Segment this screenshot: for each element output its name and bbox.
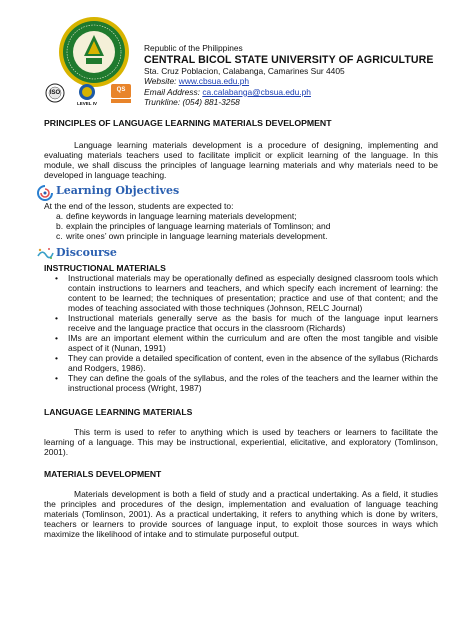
bullet-icon: • bbox=[55, 313, 58, 323]
list-item-text: IMs are an important element within the curriculum and are often the most tangible and visible aspect of it (Nunan, 1991) bbox=[68, 333, 438, 353]
list-item-text: They can define the goals of the syllabus, and the roles of the teachers and the learner within the instructional process (Wright, 1987) bbox=[68, 373, 438, 393]
trunkline-line bbox=[144, 97, 464, 108]
letterhead bbox=[144, 43, 464, 108]
materials-development-paragraph: Materials development is both a field of study and a practical undertaking. As a field, it studies the principles and procedures of the design, implementation and evaluation of language teaching materials (Tomlinson, 2001). As a practical undertaking, it refers to anything which is done by writers, teachers or learners to provide sources of language input, to exploit those sources in ways which maximize the likelihood of intake and to stimulate purposeful output. bbox=[44, 489, 438, 539]
website-link[interactable]: www.cbsua.edu.ph bbox=[178, 76, 250, 87]
list-item-text: write ones’ own principle in language learning materials development. bbox=[66, 231, 328, 241]
objectives-list bbox=[44, 211, 438, 241]
bullet-icon: • bbox=[55, 273, 58, 283]
intro-paragraph: Language learning materials development is a procedure of designing, implementing and evaluating materials teachers used to facilitate implicit or explicit learning of the language. In this module, we shall discuss the principles of language learning materials and why materials need to be developed in language teaching. bbox=[44, 140, 438, 180]
email-link[interactable]: ca.calabanga@cbsua.edu.ph bbox=[202, 86, 311, 97]
list-item-text: Instructional materials may be operationally defined as especially designed classroom tools which contain instructions to learners and teachers, and which specify each increment of learning: the content to be learned; the techniques of presentation; practice and use of that content; and the modes of teaching associated with those techniques (Johnson, RELC Journal) bbox=[68, 273, 438, 313]
list-item-text: They can provide a detailed specification of content, even in the absence of the syllabus (Richards and Rodgers, 1986). bbox=[68, 353, 438, 373]
list-item bbox=[44, 211, 438, 221]
objectives-section-header bbox=[44, 186, 438, 201]
discourse-section-header bbox=[44, 248, 438, 263]
list-item bbox=[44, 333, 438, 353]
iso-badge-label: ISO bbox=[49, 90, 61, 96]
list-item-text: Instructional materials generally serve as the basis for much of the language input learners receive and the language practice that occurs in the classroom (Richards) bbox=[68, 313, 438, 333]
email-line bbox=[144, 87, 464, 98]
trunkline-label: Trunkline: bbox=[144, 97, 181, 108]
list-marker: a. bbox=[56, 211, 64, 221]
bullet-icon: • bbox=[55, 333, 58, 343]
trunkline-number: (054) 881-3258 bbox=[182, 97, 240, 108]
discourse-sparkle-icon bbox=[36, 246, 54, 263]
materials-development-heading: MATERIALS DEVELOPMENT bbox=[44, 469, 162, 479]
list-item-text: explain the principles of language learning materials of Tomlinson; and bbox=[66, 221, 331, 231]
discourse-heading: Discourse bbox=[56, 246, 117, 259]
objectives-heading: Learning Objectives bbox=[56, 184, 180, 197]
list-item bbox=[44, 353, 438, 373]
language-learning-materials-paragraph: This term is used to refer to anything which is used by teachers or learners to facilitate the learning of a language. This may be instructional, experiential, elicitative, and exploratory (Tomlinson, 2001). bbox=[44, 427, 438, 457]
list-item-text: define keywords in language learning materials development; bbox=[66, 211, 297, 221]
objectives-swirl-icon bbox=[36, 184, 54, 201]
email-label: Email Address: bbox=[144, 86, 201, 97]
list-item bbox=[44, 221, 438, 231]
website-line bbox=[144, 76, 464, 87]
university-seal-icon bbox=[58, 16, 130, 88]
list-marker: c. bbox=[56, 231, 63, 241]
document-body bbox=[44, 118, 438, 539]
list-item bbox=[44, 373, 438, 393]
university-name: CENTRAL BICOL STATE UNIVERSITY OF AGRICULTURE bbox=[144, 53, 434, 66]
language-learning-materials-heading: LANGUAGE LEARNING MATERIALS bbox=[44, 407, 193, 417]
accreditation-badges bbox=[42, 82, 138, 108]
instructional-points-list bbox=[44, 273, 438, 393]
website-label: Website: bbox=[144, 76, 177, 87]
level-iv-badge-label: LEVEL IV bbox=[77, 101, 97, 106]
address-line: Sta. Cruz Poblacion, Calabanga, Camarines Sur 4405 bbox=[144, 65, 345, 76]
document-title: PRINCIPLES OF LANGUAGE LEARNING MATERIALS DEVELOPMENT bbox=[44, 118, 332, 128]
list-item bbox=[44, 273, 438, 313]
republic-line: Republic of the Philippines bbox=[144, 43, 243, 53]
list-item bbox=[44, 231, 438, 241]
list-marker: b. bbox=[56, 221, 64, 231]
list-item bbox=[44, 313, 438, 333]
qs-stars-icon bbox=[108, 82, 136, 108]
bullet-icon: • bbox=[55, 373, 58, 383]
instructional-materials-heading: INSTRUCTIONAL MATERIALS bbox=[44, 263, 166, 273]
objectives-lead: At the end of the lesson, students are expected to: bbox=[44, 201, 234, 211]
qs-badge-label: QS bbox=[116, 87, 126, 93]
bullet-icon: • bbox=[55, 353, 58, 363]
